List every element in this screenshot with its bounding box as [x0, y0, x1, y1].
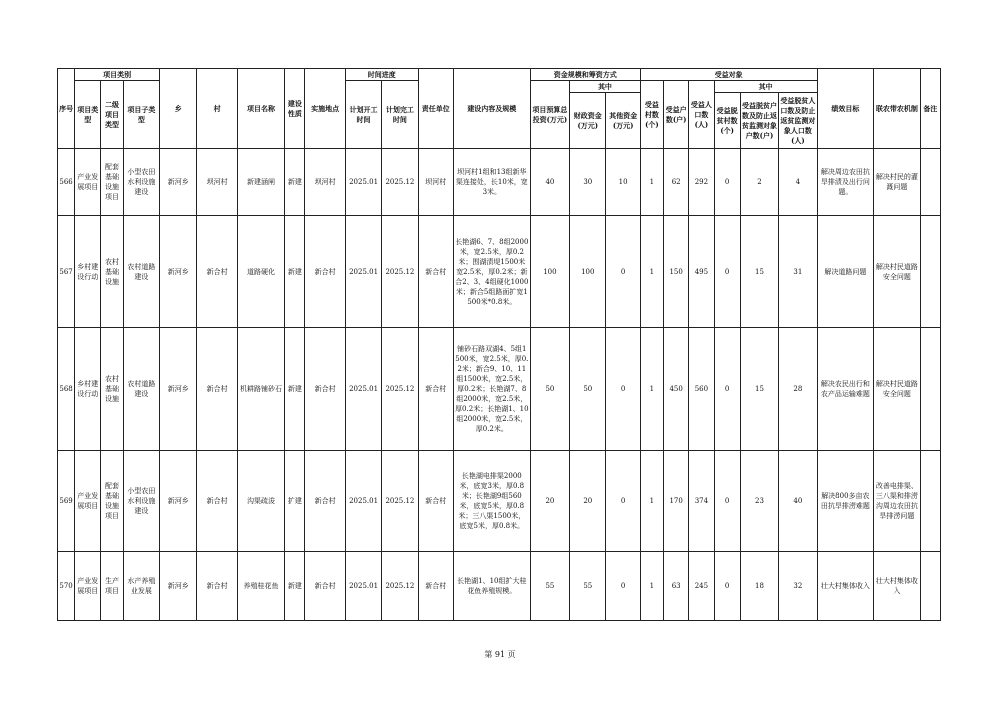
cell-nature: 新建 — [285, 216, 305, 328]
cell-other: 0 — [606, 552, 640, 621]
col-poverty-villages: 受益脱贫村数(个) — [714, 93, 740, 149]
cell-villages: 1 — [640, 451, 663, 552]
cell-name: 新建涵闸 — [237, 149, 284, 216]
cell-village: 新合村 — [197, 552, 237, 621]
cell-monitored-population: 40 — [779, 451, 817, 552]
cell-nature: 新建 — [285, 328, 305, 451]
cell-type: 乡村建设行动 — [75, 328, 101, 451]
col-benefit-population: 受益人口数(人) — [689, 81, 714, 149]
table-row — [58, 328, 941, 451]
cell-location: 新合村 — [305, 451, 345, 552]
cell-poverty-villages: 0 — [714, 328, 740, 451]
cell-households: 450 — [664, 328, 689, 451]
cell-total: 50 — [530, 328, 569, 451]
cell-remark — [920, 328, 940, 451]
cell-secondary: 配套基础设施项目 — [101, 149, 123, 216]
cell-population: 495 — [689, 216, 714, 328]
cell-seq: 568 — [58, 328, 75, 451]
cell-seq: 566 — [58, 149, 75, 216]
col-build-nature: 建设性质 — [285, 69, 305, 149]
cell-goal: 壮大村集体收入 — [817, 552, 874, 621]
col-village: 村 — [197, 69, 237, 149]
cell-subtype: 农村道路建设 — [123, 328, 159, 451]
cell-other: 0 — [606, 216, 640, 328]
cell-seq: 567 — [58, 216, 75, 328]
cell-secondary: 配套基础设施项目 — [101, 451, 123, 552]
cell-other: 0 — [606, 451, 640, 552]
cell-poverty-villages: 0 — [714, 149, 740, 216]
cell-remark — [920, 149, 940, 216]
cell-name: 机耕路铺砂石 — [237, 328, 284, 451]
cell-monitored-households: 15 — [740, 216, 778, 328]
cell-township: 新河乡 — [160, 328, 197, 451]
cell-nature: 新建 — [285, 149, 305, 216]
cell-population: 245 — [689, 552, 714, 621]
cell-end: 2025.12 — [382, 451, 418, 552]
cell-fiscal: 100 — [570, 216, 606, 328]
cell-remark — [920, 451, 940, 552]
cell-location: 坝河村 — [305, 149, 345, 216]
cell-goal: 解决周边农田抗旱排渍及出行问题。 — [817, 149, 874, 216]
cell-monitored-population: 31 — [779, 216, 817, 328]
cell-village: 新合村 — [197, 328, 237, 451]
cell-township: 新河乡 — [160, 552, 197, 621]
cell-households: 150 — [664, 216, 689, 328]
col-end-time: 计划完工时间 — [382, 81, 418, 149]
cell-subtype: 水产养殖业发展 — [123, 552, 159, 621]
cell-fiscal: 20 — [570, 451, 606, 552]
col-fiscal: 财政资金(万元) — [570, 93, 606, 149]
cell-population: 374 — [689, 451, 714, 552]
cell-name: 道路硬化 — [237, 216, 284, 328]
cell-poverty-villages: 0 — [714, 552, 740, 621]
col-seq: 序号 — [58, 69, 75, 149]
cell-seq: 569 — [58, 451, 75, 552]
cell-subtype: 农村道路建设 — [123, 216, 159, 328]
cell-population: 560 — [689, 328, 714, 451]
cell-location: 新合村 — [305, 328, 345, 451]
col-group-schedule: 时间进度 — [345, 69, 418, 81]
cell-start: 2025.01 — [345, 552, 381, 621]
cell-end: 2025.12 — [382, 216, 418, 328]
cell-type: 产业发展项目 — [75, 451, 101, 552]
col-project-type: 项目类型 — [75, 81, 101, 149]
cell-remark — [920, 216, 940, 328]
col-subtype: 项目子类型 — [123, 81, 159, 149]
cell-content: 铺砂石路双湖4、5组1500米，宽2.5米，厚0.2米；新合9、10、11组1500米，宽2.5米，厚0.2米；长艳湖7、8组2000米，宽2.5米，厚0.2米；长艳湖1、10组2000米，宽2.5米，厚0.2米。 — [453, 328, 530, 451]
cell-start: 2025.01 — [345, 149, 381, 216]
cell-total: 55 — [530, 552, 569, 621]
col-location: 实施地点 — [305, 69, 345, 149]
cell-monitored-households: 15 — [740, 328, 778, 451]
cell-monitored-households: 2 — [740, 149, 778, 216]
cell-subtype: 小型农田水利设施建设 — [123, 149, 159, 216]
col-group-category: 项目类别 — [75, 69, 160, 81]
table-row — [58, 216, 941, 328]
project-table — [57, 68, 941, 621]
cell-linkage: 改善电排渠、三八渠和排涝沟周边农田抗旱排涝问题 — [874, 451, 920, 552]
table-row — [58, 451, 941, 552]
cell-other: 10 — [606, 149, 640, 216]
cell-monitored-households: 18 — [740, 552, 778, 621]
cell-monitored-households: 23 — [740, 451, 778, 552]
cell-type: 产业发展项目 — [75, 552, 101, 621]
cell-households: 63 — [664, 552, 689, 621]
cell-township: 新河乡 — [160, 216, 197, 328]
col-monitored-households: 受益脱贫户数及防止返贫监测对象户数(户) — [740, 93, 778, 149]
col-group-among-funding: 其中 — [570, 81, 641, 93]
col-group-funding: 资金规模和筹资方式 — [530, 69, 640, 81]
cell-poverty-villages: 0 — [714, 451, 740, 552]
cell-secondary: 生产项目 — [101, 552, 123, 621]
cell-total: 40 — [530, 149, 569, 216]
col-monitored-population: 受益脱贫人口数及防止返贫监测对象人口数(人) — [779, 93, 817, 149]
col-township: 乡 — [160, 69, 197, 149]
cell-goal: 解决农民出行和农产品运输难题 — [817, 328, 874, 451]
col-project-name: 项目名称 — [237, 69, 284, 149]
cell-type: 产业发展项目 — [75, 149, 101, 216]
cell-village: 新合村 — [197, 451, 237, 552]
cell-end: 2025.12 — [382, 328, 418, 451]
cell-name: 沟渠疏浚 — [237, 451, 284, 552]
cell-township: 新河乡 — [160, 149, 197, 216]
table-row — [58, 149, 941, 216]
cell-fiscal: 55 — [570, 552, 606, 621]
cell-remark — [920, 552, 940, 621]
col-goal: 绩效目标 — [817, 69, 874, 149]
cell-township: 新河乡 — [160, 451, 197, 552]
table-row — [58, 552, 941, 621]
cell-total: 20 — [530, 451, 569, 552]
cell-secondary: 农村基础设施 — [101, 328, 123, 451]
col-group-beneficiaries: 受益对象 — [640, 69, 817, 81]
col-benefit-households: 受益户数(户) — [664, 81, 689, 149]
col-content: 建设内容及规模 — [453, 69, 530, 149]
cell-linkage: 解决村民的灌溉问题 — [874, 149, 920, 216]
cell-villages: 1 — [640, 552, 663, 621]
cell-fiscal: 30 — [570, 149, 606, 216]
cell-responsible: 坝河村 — [418, 149, 453, 216]
cell-households: 170 — [664, 451, 689, 552]
cell-villages: 1 — [640, 328, 663, 451]
cell-location: 新合村 — [305, 216, 345, 328]
col-remark: 备注 — [920, 69, 940, 149]
cell-subtype: 小型农田水利设施建设 — [123, 451, 159, 552]
cell-villages: 1 — [640, 149, 663, 216]
col-responsible: 责任单位 — [418, 69, 453, 149]
cell-content: 长艳湖6、7、8组2000米，宽2.5米，厚0.2米；围湖渍堤1500米宽2.5米，厚0.2米；新合2、3、4组硬化1000米；新合5组路面扩宽1500米*0.8米。 — [453, 216, 530, 328]
cell-name: 养殖桂花鱼 — [237, 552, 284, 621]
cell-responsible: 新合村 — [418, 216, 453, 328]
cell-village: 新合村 — [197, 216, 237, 328]
cell-content: 坝河村1组和13组新华渠连接处，长10米，宽3米。 — [453, 149, 530, 216]
cell-village: 坝河村 — [197, 149, 237, 216]
cell-nature: 新建 — [285, 552, 305, 621]
cell-poverty-villages: 0 — [714, 216, 740, 328]
cell-content: 长艳湖电排渠2000米，底宽3米，厚0.8米；长艳湖9组560米，底宽5米，厚0.8米；三八渠1500米，底宽5米，厚0.8米。 — [453, 451, 530, 552]
cell-goal: 解决道路问题 — [817, 216, 874, 328]
cell-location: 新合村 — [305, 552, 345, 621]
cell-type: 乡村建设行动 — [75, 216, 101, 328]
cell-other: 0 — [606, 328, 640, 451]
col-total-invest: 项目预算总投资(万元) — [530, 81, 569, 149]
cell-households: 62 — [664, 149, 689, 216]
col-start-time: 计划开工时间 — [345, 81, 381, 149]
cell-content: 长艳湖1、10组扩大桂花鱼养殖规模。 — [453, 552, 530, 621]
col-group-among-beneficiaries: 其中 — [714, 81, 817, 93]
col-secondary-type: 二级项目类型 — [101, 81, 123, 149]
cell-goal: 解决800多亩农田抗旱排涝难题 — [817, 451, 874, 552]
cell-fiscal: 50 — [570, 328, 606, 451]
cell-monitored-population: 32 — [779, 552, 817, 621]
cell-start: 2025.01 — [345, 328, 381, 451]
cell-responsible: 新合村 — [418, 552, 453, 621]
cell-linkage: 壮大村集体收入 — [874, 552, 920, 621]
col-benefit-villages: 受益村数(个) — [640, 81, 663, 149]
cell-start: 2025.01 — [345, 451, 381, 552]
cell-responsible: 新合村 — [418, 451, 453, 552]
col-other-funds: 其他资金(万元) — [606, 93, 640, 149]
cell-seq: 570 — [58, 552, 75, 621]
cell-monitored-population: 4 — [779, 149, 817, 216]
cell-total: 100 — [530, 216, 569, 328]
cell-responsible: 新合村 — [418, 328, 453, 451]
cell-nature: 扩建 — [285, 451, 305, 552]
cell-population: 292 — [689, 149, 714, 216]
col-linkage: 联农带农机制 — [874, 69, 920, 149]
cell-linkage: 解决村民道路安全问题 — [874, 328, 920, 451]
cell-end: 2025.12 — [382, 149, 418, 216]
cell-monitored-population: 28 — [779, 328, 817, 451]
cell-secondary: 农村基础设施 — [101, 216, 123, 328]
cell-end: 2025.12 — [382, 552, 418, 621]
page-number: 第 91 页 — [484, 650, 516, 659]
cell-linkage: 解决村民道路安全问题 — [874, 216, 920, 328]
cell-start: 2025.01 — [345, 216, 381, 328]
cell-villages: 1 — [640, 216, 663, 328]
